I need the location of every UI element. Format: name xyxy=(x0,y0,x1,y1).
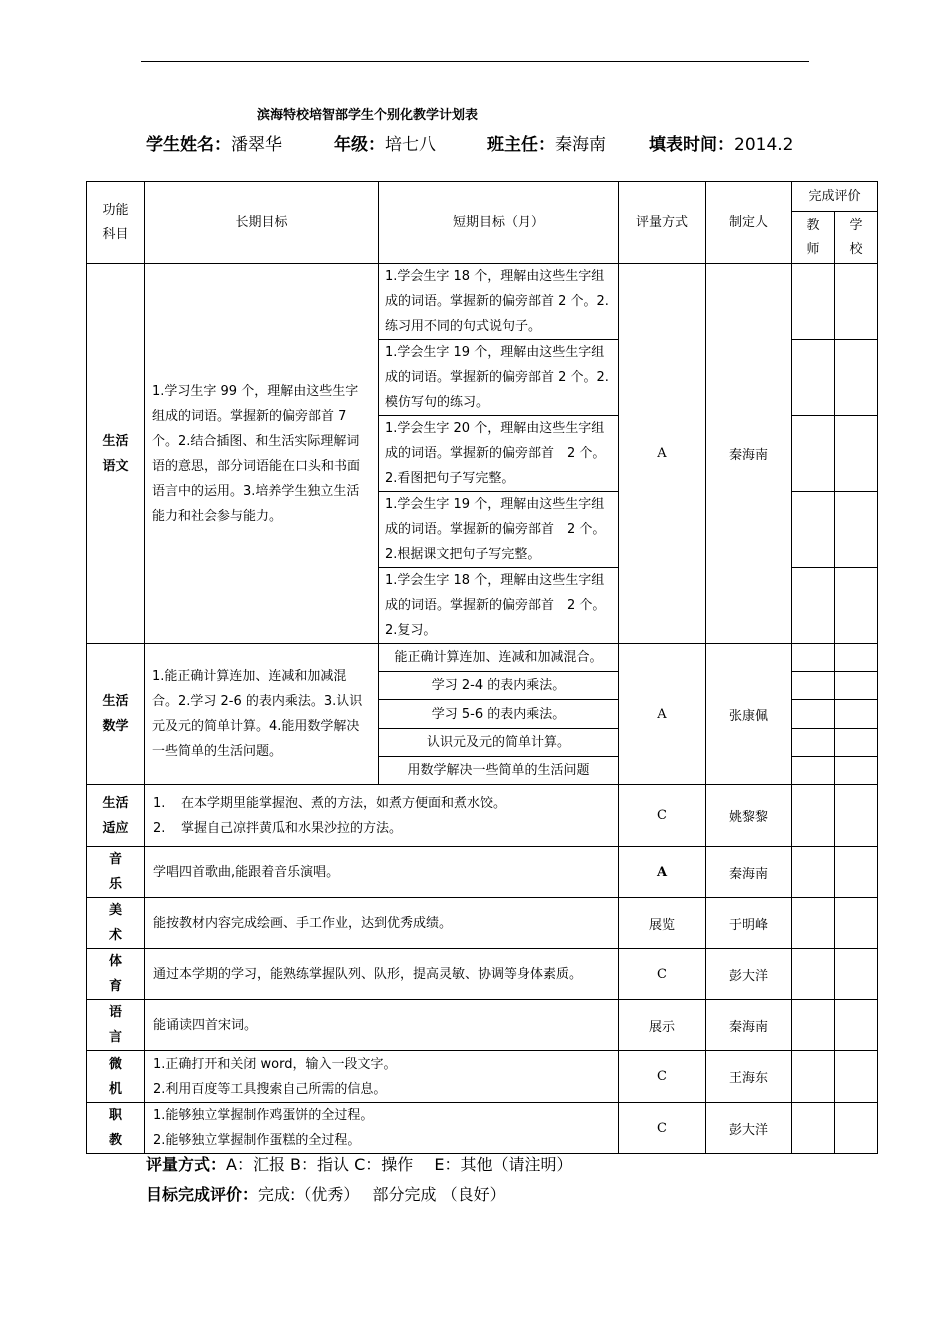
subject-music: 音 乐 xyxy=(87,847,145,898)
math-maker: 张康佩 xyxy=(706,644,792,785)
eval-cell xyxy=(835,1051,878,1103)
eval-cell xyxy=(835,672,878,700)
header-eval-method: 评量方式 xyxy=(619,182,706,264)
computer-goal-2: 2.利用百度等工具搜索自己所需的信息。 xyxy=(153,1081,387,1097)
chinese-maker: 秦海南 xyxy=(706,264,792,644)
subject-computer: 微 机 xyxy=(87,1051,145,1103)
footer-eval-legend xyxy=(146,1152,572,1178)
vocational-eval: C xyxy=(619,1103,706,1154)
eval-cell xyxy=(835,847,878,898)
eval-cell xyxy=(835,340,878,416)
chinese-short-goal-5: 1.学会生字 18 个，理解由这些生字组成的词语。掌握新的偏旁部首 2 个。2.复习。 xyxy=(379,568,619,644)
math-long-goal: 1.能正确计算连加、连减和加减混合。2.学习 2-6 的表内乘法。3.认识元及元的简单计算。4.能用数学解决一些简单的生活问题。 xyxy=(145,644,379,785)
pe-eval: C xyxy=(619,949,706,1000)
computer-row xyxy=(87,1051,878,1103)
adapt-goal xyxy=(145,785,619,847)
chinese-eval: A xyxy=(619,264,706,644)
footer-completion-options: 完成:（优秀） 部分完成 （良好） xyxy=(258,1185,506,1204)
head-teacher-name: 秦海南 xyxy=(555,135,606,155)
chinese-short-goal-1: 1.学会生字 18 个，理解由这些生字组成的词语。掌握新的偏旁部首 2 个。2.练习用不同的句式说句子。 xyxy=(379,264,619,340)
eval-cell xyxy=(792,492,835,568)
vocational-maker: 彭大洋 xyxy=(706,1103,792,1154)
eval-cell xyxy=(792,672,835,700)
eval-cell xyxy=(792,416,835,492)
vocational-goal-1: 1.能够独立掌握制作鸡蛋饼的全过程。 xyxy=(153,1108,374,1123)
math-eval: A xyxy=(619,644,706,785)
chinese-short-goal-2: 1.学会生字 19 个，理解由这些生字组成的词语。掌握新的偏旁部首 2 个。2.模仿写句的练习。 xyxy=(379,340,619,416)
eval-cell xyxy=(835,898,878,949)
eval-cell xyxy=(835,757,878,785)
header-maker: 制定人 xyxy=(706,182,792,264)
subject-chinese: 生活 语文 xyxy=(87,264,145,644)
math-short-goal-2: 学习 2-4 的表内乘法。 xyxy=(379,672,619,700)
eval-cell xyxy=(792,1000,835,1051)
header-rule xyxy=(141,61,809,62)
subject-art: 美 术 xyxy=(87,898,145,949)
header-subject: 功能 科目 xyxy=(87,182,145,264)
eval-cell xyxy=(792,729,835,757)
student-name-field xyxy=(146,132,282,158)
header-short-goal: 短期目标（月） xyxy=(379,182,619,264)
header-school-eval: 学 校 xyxy=(835,212,878,264)
math-short-goal-3: 学习 5-6 的表内乘法。 xyxy=(379,700,619,729)
music-eval: A xyxy=(619,847,706,898)
eval-cell xyxy=(792,949,835,1000)
document-title: 滨海特校培智部学生个别化教学计划表 xyxy=(257,108,479,123)
grade-value: 培七八 xyxy=(385,135,436,155)
eval-cell xyxy=(835,700,878,729)
music-row xyxy=(87,847,878,898)
music-maker: 秦海南 xyxy=(706,847,792,898)
adapt-goal-2: 2. 掌握自己凉拌黄瓜和水果沙拉的方法。 xyxy=(153,820,403,836)
eval-cell xyxy=(792,340,835,416)
eval-cell xyxy=(792,700,835,729)
subject-language: 语 言 xyxy=(87,1000,145,1051)
eval-cell xyxy=(792,1103,835,1154)
header-teacher-eval: 教 师 xyxy=(792,212,835,264)
eval-cell xyxy=(792,898,835,949)
art-eval: 展览 xyxy=(619,898,706,949)
eval-cell xyxy=(792,785,835,847)
eval-cell xyxy=(835,644,878,672)
computer-maker: 王海东 xyxy=(706,1051,792,1103)
computer-goal xyxy=(145,1051,619,1103)
computer-eval: C xyxy=(619,1051,706,1103)
math-row-1 xyxy=(87,644,878,672)
head-teacher-label: 班主任： xyxy=(487,135,555,155)
pe-row xyxy=(87,949,878,1000)
plan-table xyxy=(86,181,878,1154)
student-label: 学生姓名： xyxy=(146,135,231,155)
date-label: 填表时间： xyxy=(649,135,734,155)
subject-vocational: 职 教 xyxy=(87,1103,145,1154)
grade-label: 年级： xyxy=(334,135,385,155)
art-row xyxy=(87,898,878,949)
footer-eval-label: 评量方式： xyxy=(146,1155,227,1174)
art-maker: 于明峰 xyxy=(706,898,792,949)
language-eval: 展示 xyxy=(619,1000,706,1051)
date-value: 2014.2 xyxy=(734,135,794,155)
eval-cell xyxy=(792,1051,835,1103)
eval-cell xyxy=(835,416,878,492)
language-goal: 能诵读四首宋词。 xyxy=(145,1000,619,1051)
adapt-row xyxy=(87,785,878,847)
eval-cell xyxy=(835,1000,878,1051)
eval-cell xyxy=(835,264,878,340)
math-short-goal-5: 用数学解决一些简单的生活问题 xyxy=(379,757,619,785)
footer-completion-label: 目标完成评价： xyxy=(146,1185,259,1204)
head-teacher-field xyxy=(487,132,606,158)
chinese-row-1 xyxy=(87,264,878,340)
eval-cell xyxy=(792,847,835,898)
music-goal: 学唱四首歌曲,能跟着音乐演唱。 xyxy=(145,847,619,898)
chinese-short-goal-4: 1.学会生字 19 个，理解由这些生字组成的词语。掌握新的偏旁部首 2 个。2.根据课文把句子写完整。 xyxy=(379,492,619,568)
grade-field xyxy=(334,132,436,158)
eval-cell xyxy=(835,785,878,847)
adapt-goal-1: 1. 在本学期里能掌握泡、煮的方法，如煮方便面和煮水饺。 xyxy=(153,795,507,811)
language-row xyxy=(87,1000,878,1051)
chinese-long-goal: 1.学习生字 99 个，理解由这些生字组成的词语。掌握新的偏旁部首 7 个。2.结合插图、和生活实际理解词语的意思，部分词语能在口头和书面语言中的运用。3.培养学生独立生活能力和社会参与能力。 xyxy=(145,264,379,644)
subject-math: 生活 数学 xyxy=(87,644,145,785)
computer-goal-1: 1.正确打开和关闭 word，输入一段文字。 xyxy=(153,1056,397,1072)
vocational-row xyxy=(87,1103,878,1154)
eval-cell xyxy=(792,757,835,785)
footer-completion-legend xyxy=(146,1182,506,1208)
adapt-eval: C xyxy=(619,785,706,847)
header-long-goal: 长期目标 xyxy=(145,182,379,264)
subject-adapt: 生活 适应 xyxy=(87,785,145,847)
subject-pe: 体 育 xyxy=(87,949,145,1000)
math-short-goal-4: 认识元及元的简单计算。 xyxy=(379,729,619,757)
adapt-maker: 姚黎黎 xyxy=(706,785,792,847)
eval-cell xyxy=(835,1103,878,1154)
eval-cell xyxy=(792,568,835,644)
date-field xyxy=(649,132,793,158)
eval-cell xyxy=(835,949,878,1000)
eval-cell xyxy=(835,492,878,568)
header-completion: 完成评价 xyxy=(792,182,878,212)
pe-maker: 彭大洋 xyxy=(706,949,792,1000)
eval-cell xyxy=(835,729,878,757)
eval-cell xyxy=(792,644,835,672)
vocational-goal-2: 2.能够独立掌握制作蛋糕的全过程。 xyxy=(153,1133,361,1148)
student-name: 潘翠华 xyxy=(231,135,282,155)
chinese-short-goal-3: 1.学会生字 20 个，理解由这些生字组成的词语。掌握新的偏旁部首 2 个。2.看图把句子写完整。 xyxy=(379,416,619,492)
math-short-goal-1: 能正确计算连加、连减和加减混合。 xyxy=(379,644,619,672)
eval-cell xyxy=(792,264,835,340)
vocational-goal xyxy=(145,1103,619,1154)
footer-eval-options: A：汇报 B：指认 C：操作 E：其他（请注明） xyxy=(226,1155,573,1174)
language-maker: 秦海南 xyxy=(706,1000,792,1051)
eval-cell xyxy=(835,568,878,644)
art-goal: 能按教材内容完成绘画、手工作业，达到优秀成绩。 xyxy=(145,898,619,949)
pe-goal: 通过本学期的学习，能熟练掌握队列、队形，提高灵敏、协调等身体素质。 xyxy=(145,949,619,1000)
header-row xyxy=(87,182,878,212)
